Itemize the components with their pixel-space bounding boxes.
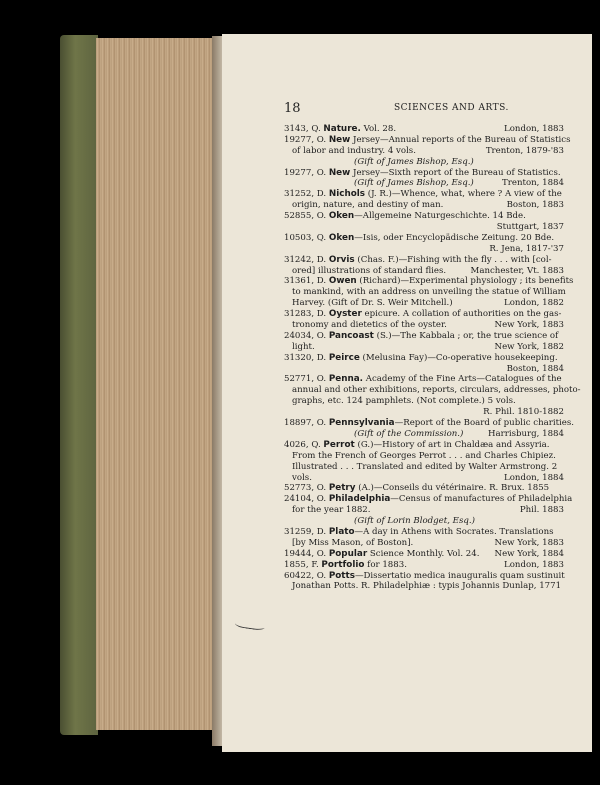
line-right: Boston, 1883 xyxy=(506,200,564,211)
line-pre: From the French of Georges Perrot . . . and Charles Chipiez. xyxy=(292,450,556,461)
catalog-line xyxy=(284,146,564,157)
line-post: Vol. 28. xyxy=(360,124,397,134)
line-pre: 19444, O. xyxy=(284,548,329,559)
catalog-line xyxy=(284,462,564,473)
line-b: Plato xyxy=(328,526,355,537)
line-pre: 18897, O. xyxy=(284,418,329,429)
line-b: Owen xyxy=(328,276,357,287)
catalog-line xyxy=(284,353,564,364)
line-b: Orvis xyxy=(328,254,355,265)
catalog-line xyxy=(284,440,564,451)
line-pre: 60422, O. xyxy=(284,570,329,581)
catalog-line xyxy=(284,451,564,462)
line-pre: 31242, D. xyxy=(284,254,329,265)
line-b: Potts xyxy=(328,570,355,581)
line-post: —Dissertatio medica inauguralis quam sustinuit xyxy=(354,570,565,581)
line-pre: 10503, Q. xyxy=(284,232,329,243)
catalog-line xyxy=(284,429,564,440)
line-b: Nature. xyxy=(323,124,361,134)
line-b: Oken xyxy=(328,211,355,222)
line-pre: Illustrated . . . Translated and edited by Walter Armstrong. 2 xyxy=(292,461,558,472)
catalog-line xyxy=(284,538,564,549)
line-b: Petry xyxy=(328,483,356,494)
catalog-line xyxy=(284,233,564,244)
catalog-line xyxy=(284,124,564,135)
catalog-line xyxy=(284,571,564,582)
catalog-line xyxy=(284,309,564,320)
line-b: New xyxy=(328,134,351,145)
line-post: —Census of manufactures of Philadelphia xyxy=(390,494,573,505)
line-right: Trenton, 1884 xyxy=(502,178,564,189)
line-pre: 24104, O. xyxy=(284,494,329,505)
line-pre: 52771, O. xyxy=(284,374,329,385)
catalog-line xyxy=(284,418,575,429)
line-b: Oyster xyxy=(328,309,362,320)
line-pre: 52855, O. xyxy=(284,211,329,222)
line-pre: of labor and industry. 4 vols. xyxy=(292,145,416,156)
line-post: (Melusina Fay)—Co-operative housekeeping. xyxy=(359,352,558,363)
catalog-line xyxy=(284,266,564,277)
catalog-line xyxy=(284,374,564,385)
catalog-line xyxy=(284,134,571,146)
line-pre: 31361, D. xyxy=(284,276,329,287)
line-b: Pennsylvania xyxy=(328,418,395,429)
line-post: (S.)—The Kabbala ; or, the true science of xyxy=(373,330,559,341)
line-b: Philadelphia xyxy=(328,494,391,505)
line-pre: origin, nature, and destiny of man. xyxy=(292,200,444,211)
line-pre: Jonathan Potts. R. Philadelphiæ : typis Johannis Dunlap, 1771 xyxy=(292,581,562,592)
line-center: (Gift of Lorin Blodget, Esq.) xyxy=(354,516,475,527)
line-right: Harrisburg, 1884 xyxy=(488,428,564,439)
page-edges xyxy=(96,38,216,730)
line-right: London, 1883 xyxy=(504,124,564,134)
catalog-line xyxy=(284,364,564,375)
line-pre: for the year 1882. xyxy=(292,505,371,516)
book-cover xyxy=(60,35,98,735)
line-b: Portfolio xyxy=(321,559,365,570)
line-right: R. Phil. 1810-1882 xyxy=(483,407,564,418)
line-right: New York, 1884 xyxy=(494,548,564,559)
line-b: Penna. xyxy=(328,374,364,385)
line-post: —A day in Athens with Socrates. Translations xyxy=(354,526,554,537)
page-number: 18 xyxy=(284,101,301,116)
line-post: (Richard)—Experimental physiology ; its benefits xyxy=(356,276,574,287)
book-page xyxy=(222,34,592,752)
catalog-line xyxy=(284,494,573,505)
line-pre: 31259, D. xyxy=(284,526,329,537)
line-center: (Gift of the Commission.) xyxy=(354,428,464,439)
line-right: R. Jena, 1817-'37 xyxy=(489,243,564,254)
catalog-line xyxy=(284,276,574,287)
catalog-line xyxy=(284,255,564,266)
line-post: —Report of the Board of public charities. xyxy=(394,418,575,429)
line-right: London, 1883 xyxy=(504,559,564,570)
catalog-line xyxy=(284,168,564,179)
line-pre: ored] illustrations of standard flies. xyxy=(292,265,447,276)
line-right: London, 1884 xyxy=(504,472,564,483)
line-post: Academy of the Fine Arts—Catalogues of the xyxy=(363,374,562,385)
line-b: Oken xyxy=(328,232,355,243)
line-post: for 1883. xyxy=(364,559,407,570)
line-pre: 19277, O. xyxy=(284,134,329,145)
catalog-line xyxy=(284,200,564,211)
line-pre: 52773, O. xyxy=(284,483,329,494)
line-right: New York, 1883 xyxy=(494,537,564,548)
line-right: Stuttgart, 1837 xyxy=(496,222,564,233)
line-post: (Chas. F.)—Fishing with the fly . . . with [col- xyxy=(354,254,552,265)
line-pre: 31252, D. xyxy=(284,189,329,200)
line-post: Jersey—Annual reports of the Bureau of Statistics xyxy=(350,134,571,145)
line-pre: light. xyxy=(292,341,315,352)
line-pre: 3143, Q. xyxy=(284,124,324,134)
line-pre: to mankind, with an address on unveiling the statue of William xyxy=(292,287,566,298)
line-right: Manchester, Vt. 1883 xyxy=(470,265,564,276)
catalog-line xyxy=(284,549,564,560)
catalog-line xyxy=(284,189,564,200)
catalog-line xyxy=(284,211,564,222)
line-pre: 31283, D. xyxy=(284,309,329,320)
line-right: Trenton, 1879-'83 xyxy=(485,145,564,156)
catalog-line xyxy=(284,560,564,571)
catalog-line xyxy=(284,222,564,233)
catalog-line xyxy=(284,244,564,255)
line-center: (Gift of James Bishop, Esq.) xyxy=(354,156,474,167)
catalog-line xyxy=(284,483,564,494)
catalog-line xyxy=(284,396,564,407)
line-b: Nichols xyxy=(328,189,366,200)
catalog-entries xyxy=(284,124,581,592)
running-head: SCIENCES AND ARTS. xyxy=(394,103,509,113)
line-right: Boston, 1884 xyxy=(506,363,564,374)
catalog-line xyxy=(284,516,564,527)
line-b: Perrot xyxy=(323,439,355,450)
line-pre: graphs, etc. 124 pamphlets. (Not complete.) 5 vols. xyxy=(292,396,516,407)
line-pre: Harvey. (Gift of Dr. S. Weir Mitchell.) xyxy=(292,298,453,309)
catalog-line xyxy=(284,178,564,189)
catalog-line xyxy=(284,298,564,309)
line-pre: vols. xyxy=(292,472,312,483)
line-b: New xyxy=(328,167,351,178)
catalog-line xyxy=(284,527,564,538)
catalog-line xyxy=(284,342,564,353)
line-pre: [by Miss Mason, of Boston]. xyxy=(292,537,414,548)
catalog-line xyxy=(284,287,564,298)
catalog-line xyxy=(284,581,564,592)
line-right: London, 1882 xyxy=(504,298,564,309)
line-pre: 4026, Q. xyxy=(284,439,324,450)
line-pre: tronomy and dietetics of the oyster. xyxy=(292,320,447,331)
line-post: (J. R.)—Whence, what, where ? A view of the xyxy=(365,189,562,200)
line-pre: 19277, O. xyxy=(284,167,329,178)
line-b: Pancoast xyxy=(328,330,374,341)
line-b: Popular xyxy=(328,548,368,559)
line-right: New York, 1882 xyxy=(494,341,564,352)
line-pre: 24034, O. xyxy=(284,330,329,341)
line-post: epicure. A collation of authorities on the gas- xyxy=(361,309,562,320)
catalog-line xyxy=(284,320,564,331)
catalog-line xyxy=(284,157,564,168)
line-post: (A.)—Conseils du vétérinaire. R. Brux. 1855 xyxy=(355,483,550,494)
line-post: Science Monthly. Vol. 24. xyxy=(367,548,480,559)
line-post: Jersey—Sixth report of the Bureau of Statistics. xyxy=(350,167,561,178)
line-post: (G.)—History of art in Chaldæa and Assyria. xyxy=(354,439,550,450)
line-right: Phil. 1883 xyxy=(519,505,564,516)
line-pre: annual and other exhibitions, reports, circulars, addresses, photo- xyxy=(292,385,581,396)
line-right: New York, 1883 xyxy=(494,320,564,331)
catalog-line xyxy=(284,473,564,484)
line-b: Peirce xyxy=(328,352,360,363)
line-post: —Isis, oder Encyclopädische Zeitung. 20 Bde. xyxy=(354,232,555,243)
catalog-line xyxy=(284,385,581,396)
catalog-line xyxy=(284,331,564,342)
catalog-line xyxy=(284,505,564,516)
line-pre: 1855, F. xyxy=(284,559,322,570)
catalog-line xyxy=(284,407,564,418)
line-post: —Allgemeine Naturgeschichte. 14 Bde. xyxy=(354,211,526,222)
line-center: (Gift of James Bishop, Esq.) xyxy=(354,178,474,189)
line-pre: 31320, D. xyxy=(284,352,329,363)
